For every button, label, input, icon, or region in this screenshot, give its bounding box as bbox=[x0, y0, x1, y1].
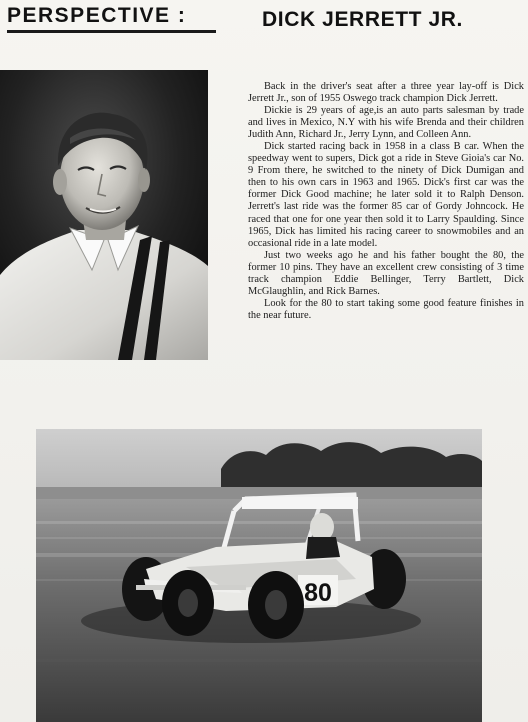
car-number: 80 bbox=[304, 579, 332, 607]
section-label: PERSPECTIVE : bbox=[7, 4, 187, 27]
race-car-illustration bbox=[36, 429, 482, 722]
article-paragraph: Just two weeks ago he and his father bought the 80, the former 10 pins. They have an excellent crew consisting of 3 time track champion Eddie Bellinger, Terry Bartlett, Dick McGlaughlin, and Rick Barnes. bbox=[248, 249, 524, 297]
driver-portrait-illustration bbox=[0, 70, 208, 360]
article-body bbox=[248, 81, 524, 322]
article-paragraph: Back in the driver's seat after a three year lay-off is Dick Jerrett Jr., son of 1955 Oswego track champion Dick Jerrett. bbox=[248, 81, 524, 105]
article-paragraph: Dick started racing back in 1958 in a class B car. When the speedway went to supers, Dick got a ride in Steve Gioia's car No. 9 From there, he switched to the ninety of Dick Dumigan and then to his own cars in 1963 and 1965. Dick's first car was the former Dick Good machine; he later sold it to Ralph Denson. Jerrett's last ride was the former 85 car of Gordy Johncock. He raced that one for one year then sold it to Larry Spaulding. Since 1965, Dick has limited his racing career to snowmobiles and an occasional ride in a late model. bbox=[248, 141, 524, 249]
section-underline bbox=[7, 30, 216, 33]
driver-portrait-photo bbox=[0, 70, 208, 360]
article-paragraph: Look for the 80 to start taking some good feature finishes in the near future. bbox=[248, 297, 524, 321]
article-headline: DICK JERRETT JR. bbox=[262, 8, 463, 31]
race-car-photo bbox=[36, 429, 482, 722]
article-paragraph: Dickie is 29 years of age,is an auto parts salesman by trade and lives in Mexico, N.Y with his wife Brenda and their children Judith Ann, Richard Jr., Jerry Lynn, and Colleen Ann. bbox=[248, 105, 524, 141]
